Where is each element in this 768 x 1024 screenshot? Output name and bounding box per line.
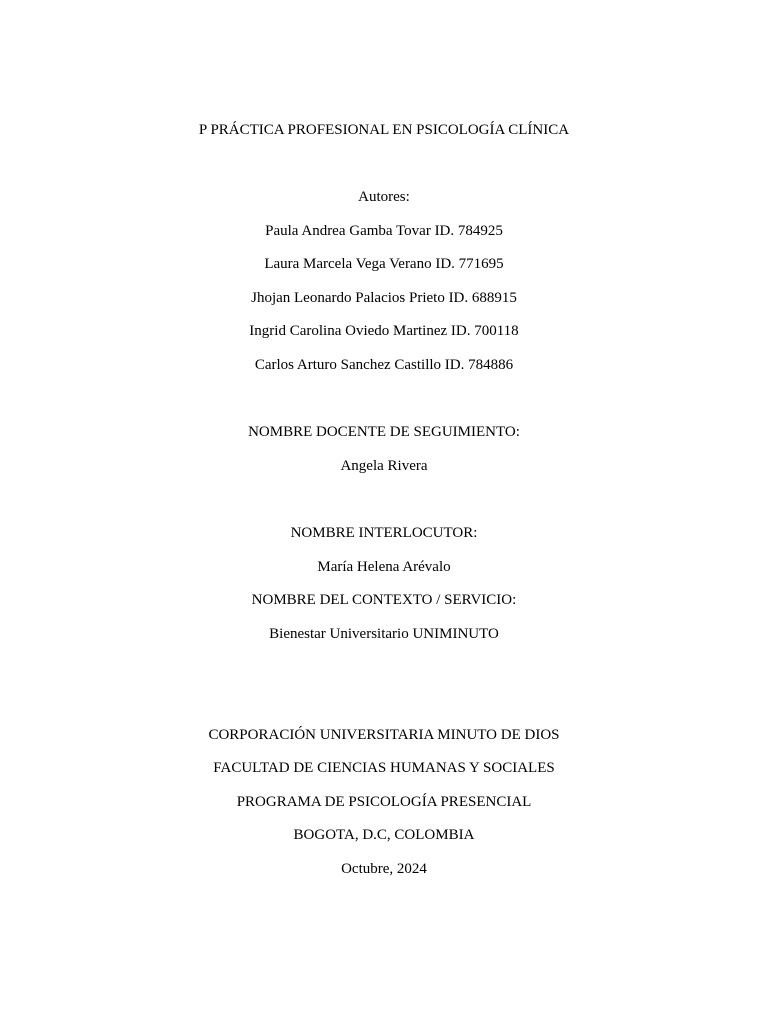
authors-heading: Autores: (358, 189, 410, 205)
author-line: Ingrid Carolina Oviedo Martinez ID. 700118 (249, 323, 519, 339)
interlocutor-name: María Helena Arévalo (317, 559, 451, 575)
document-title: P PRÁCTICA PROFESIONAL EN PSICOLOGÍA CLÍNICA (198, 122, 570, 138)
interlocutor-heading: NOMBRE INTERLOCUTOR: (290, 525, 478, 541)
author-line: Carlos Arturo Sanchez Castillo ID. 784886 (254, 357, 514, 373)
faculty-name: FACULTAD DE CIENCIAS HUMANAS Y SOCIALES (213, 760, 555, 776)
location: BOGOTA, D.C, COLOMBIA (293, 827, 475, 843)
program-name: PROGRAMA DE PSICOLOGÍA PRESENCIAL (236, 794, 532, 810)
context-name: Bienestar Universitario UNIMINUTO (269, 626, 499, 642)
university-name: CORPORACIÓN UNIVERSITARIA MINUTO DE DIOS (208, 727, 560, 743)
context-heading: NOMBRE DEL CONTEXTO / SERVICIO: (251, 592, 517, 608)
author-line: Laura Marcela Vega Verano ID. 771695 (264, 256, 504, 272)
author-line: Paula Andrea Gamba Tovar ID. 784925 (265, 223, 503, 239)
document-date: Octubre, 2024 (341, 861, 427, 877)
teacher-name: Angela Rivera (340, 458, 428, 474)
teacher-heading: NOMBRE DOCENTE DE SEGUIMIENTO: (248, 424, 520, 440)
author-line: Jhojan Leonardo Palacios Prieto ID. 688915 (251, 290, 517, 306)
